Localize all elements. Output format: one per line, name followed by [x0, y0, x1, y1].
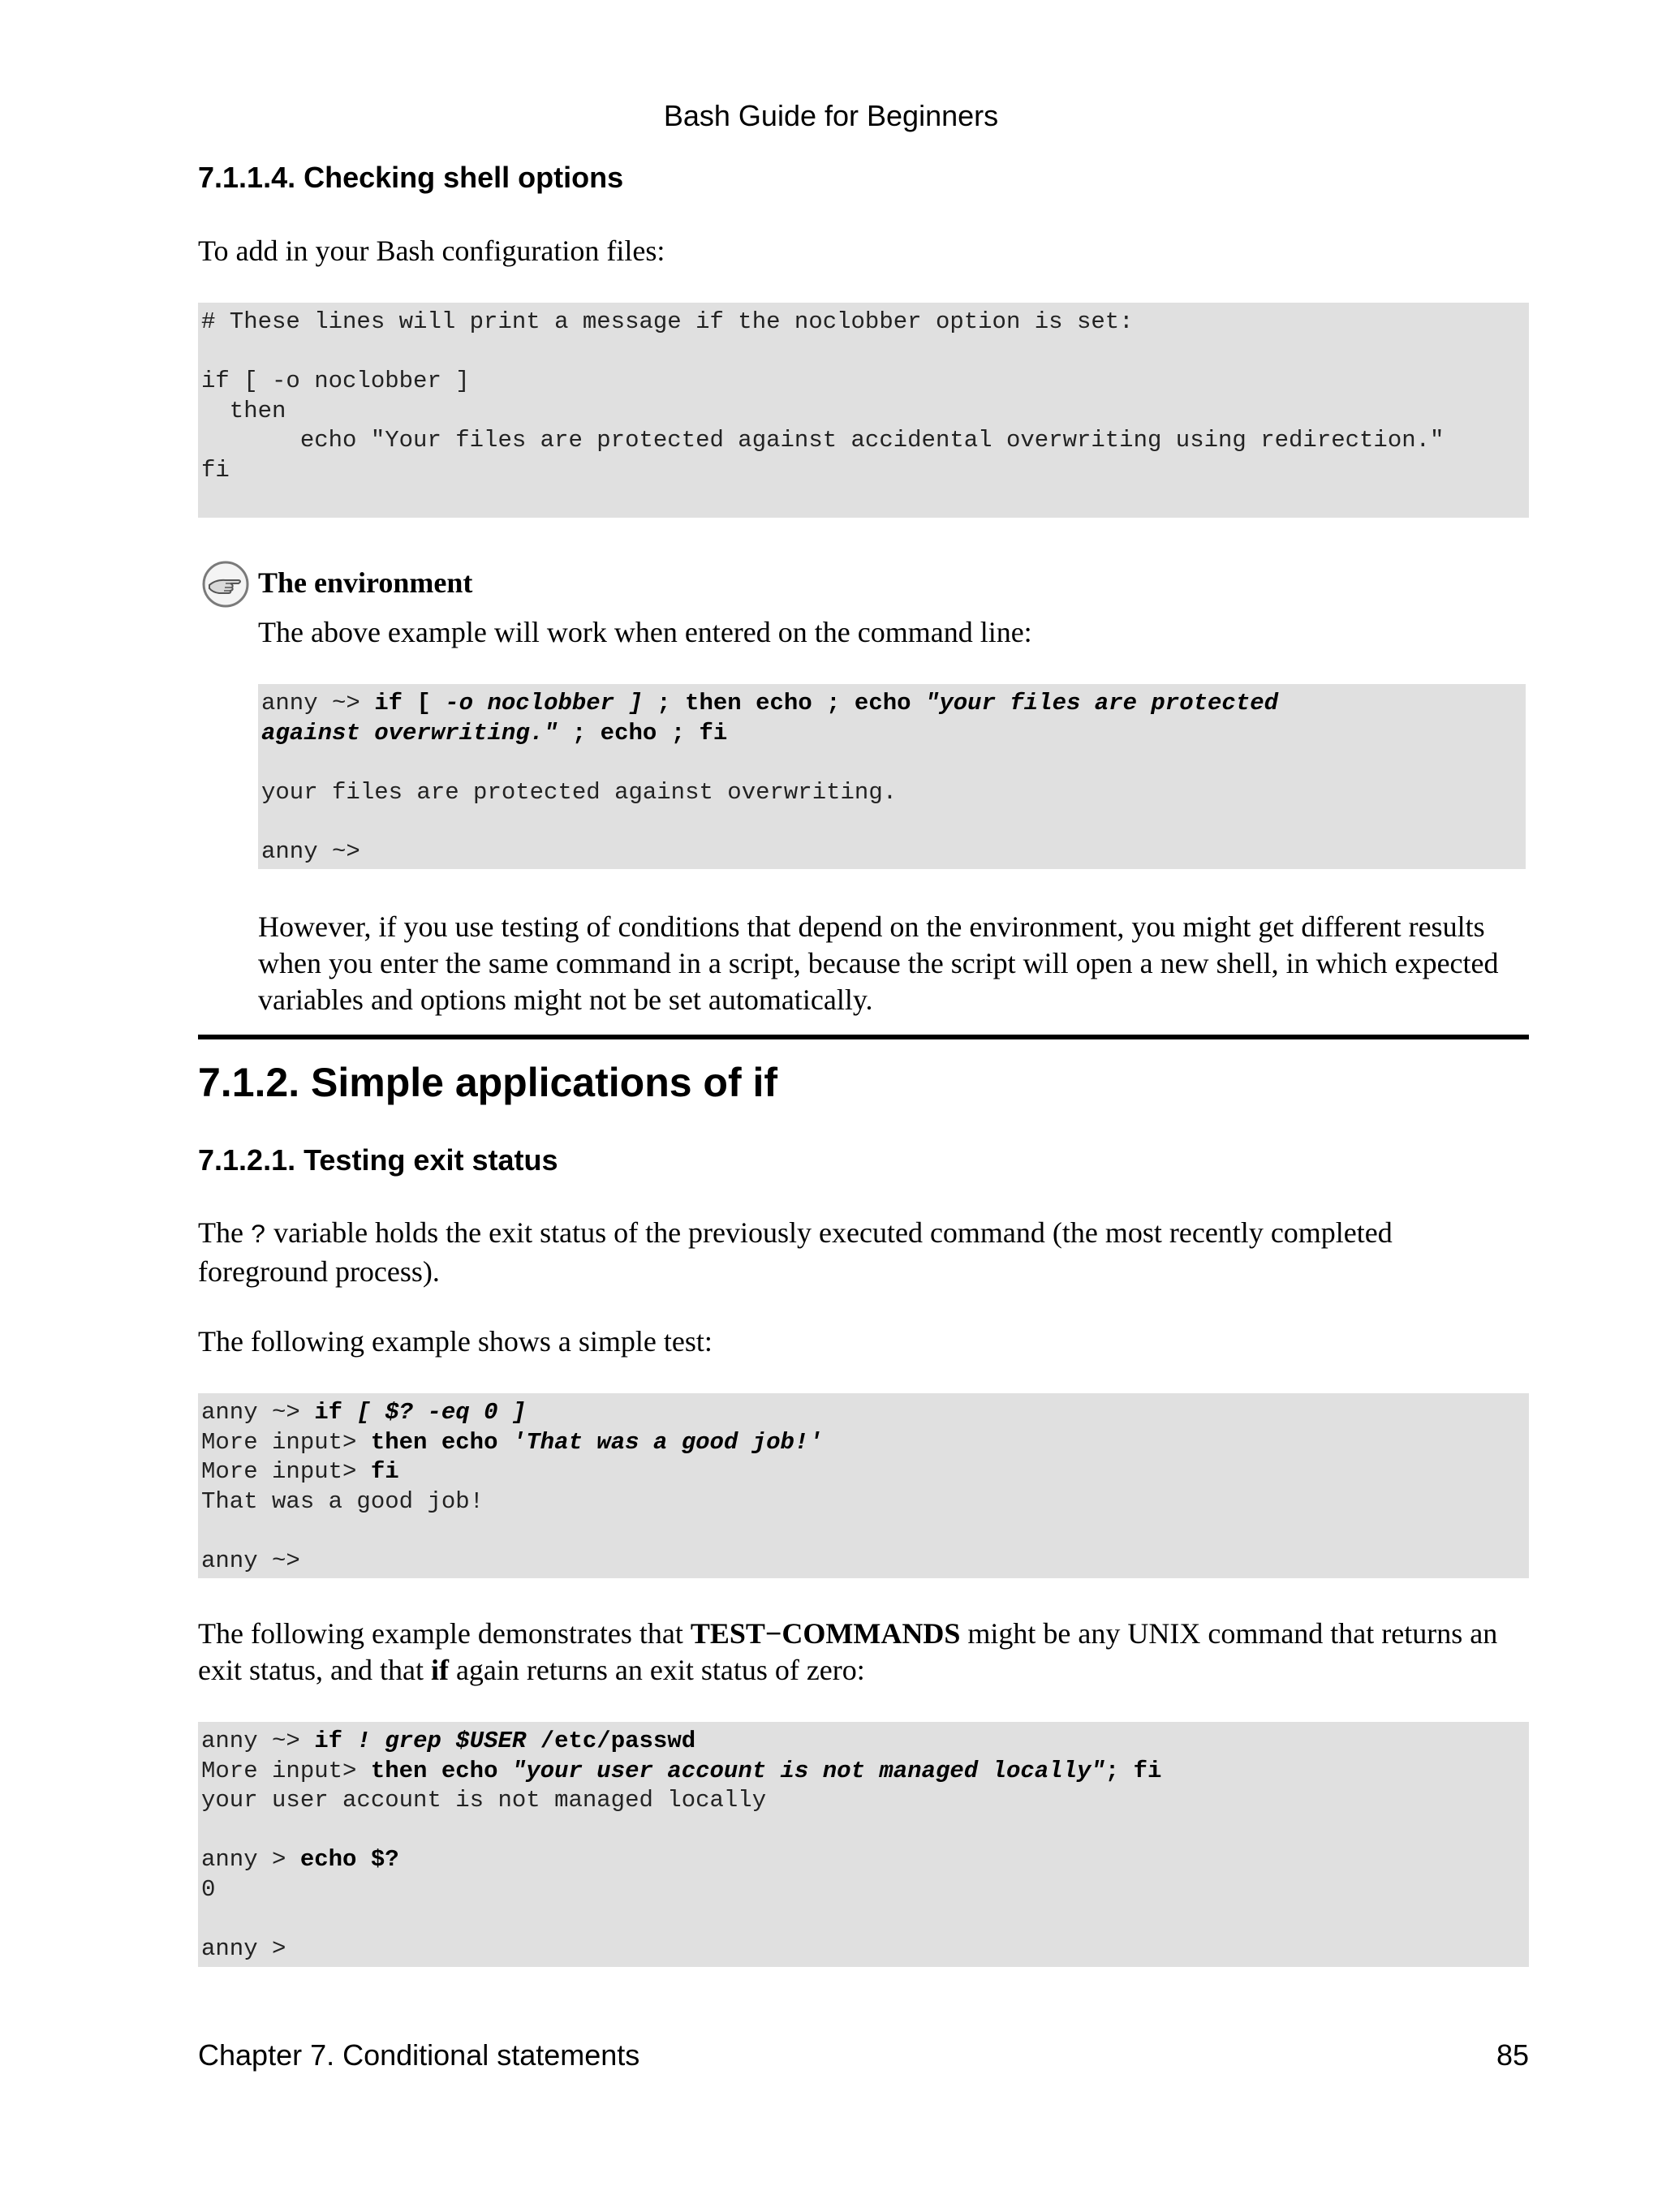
code-listing: anny ~> if [ $? -eq 0 ] More input> then echo 'That was a good job!' More input> fi That was a good job! anny ~>: [201, 1399, 823, 1574]
code-listing: anny ~> if ! grep $USER /etc/passwd More input> then echo "your user account is not managed locally"; fi your user account is not managed locally anny > echo $? 0 anny >: [201, 1728, 1162, 1962]
code-block-grep: [198, 1722, 1529, 1967]
command-output: your user account is not managed locally: [201, 1787, 767, 1814]
note-paragraph: However, if you use testing of conditions that depend on the environment, you might get different results when you enter the same command in a script, because the script will open a new shell, in which expected variables and options might not be set automatically.: [258, 910, 1499, 1016]
code-block-exit-status: [198, 1393, 1529, 1578]
code-line: then: [201, 397, 286, 424]
page-number: 85: [1496, 2038, 1529, 2072]
inline-code-var: ?: [250, 1220, 267, 1250]
section-intro: To add in your Bash configuration files:: [198, 235, 665, 267]
section-divider: [198, 1035, 1529, 1039]
code-listing: anny ~> if [ -o noclobber ] ; then echo ; echo "your files are protected against overwriting." ; echo ; fi your files are protected against overwriting. anny ~>: [261, 690, 1279, 865]
prompt: anny ~>: [201, 1547, 300, 1574]
note-text: The above example will work when entered on the command line:: [258, 616, 1032, 648]
running-header: Bash Guide for Beginners: [663, 99, 999, 132]
code-block-environment: [258, 684, 1526, 869]
code-line: echo "Your files are protected against accidental overwriting using redirection.": [201, 427, 1445, 454]
simple-test-intro: The following example shows a simple test:: [198, 1325, 713, 1358]
prompt: anny >: [201, 1934, 286, 1962]
section-heading-712: 7.1.2. Simple applications of if: [198, 1060, 778, 1105]
section-heading-7114: 7.1.1.4. Checking shell options: [198, 161, 624, 194]
code-line: # These lines will print a message if the noclobber option is set:: [201, 308, 1134, 335]
note-title: The environment: [258, 566, 473, 599]
code-line: if [ -o noclobber ]: [201, 368, 470, 394]
command-output: 0: [201, 1875, 216, 1903]
exit-status-paragraph: The ? variable holds the exit status of the previously executed command (the most recently completed foreground process).: [198, 1216, 1393, 1288]
prompt: anny ~>: [261, 837, 360, 865]
command-output: That was a good job!: [201, 1487, 484, 1515]
command-output: your files are protected against overwriting.: [261, 778, 898, 806]
footer-chapter: Chapter 7. Conditional statements: [198, 2038, 640, 2072]
test-commands-paragraph: The following example demonstrates that TEST−COMMANDS might be any UNIX command that returns an exit status, and that if again returns an exit status of zero:: [198, 1617, 1498, 1686]
code-line: fi: [201, 456, 230, 484]
pointing-hand-icon: [201, 560, 250, 609]
section-heading-7121: 7.1.2.1. Testing exit status: [198, 1143, 558, 1177]
code-block-noclobber: [198, 303, 1529, 518]
code-listing: [198, 303, 1529, 485]
